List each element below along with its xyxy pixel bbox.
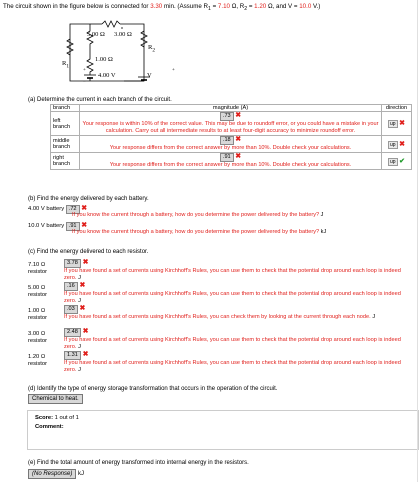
row-label-unit: resistor bbox=[28, 315, 48, 321]
check-mark-icon: ✔ bbox=[399, 157, 405, 165]
x-mark-icon: ✖ bbox=[79, 282, 86, 289]
intro-r2-value: 1.20 bbox=[254, 3, 267, 10]
label-r2-letter: R bbox=[148, 44, 153, 51]
branch-label: middle branch bbox=[51, 136, 80, 153]
selected-answer[interactable]: Chemical to heat. bbox=[28, 394, 83, 404]
part-c-question: (c) Find the energy delivered to each resistor. bbox=[28, 249, 149, 255]
magnitude-cell bbox=[80, 112, 382, 136]
row-label-value: 1.20 Ω bbox=[28, 354, 46, 360]
label-r2 bbox=[148, 44, 155, 53]
answer-block bbox=[64, 258, 414, 282]
row-label bbox=[28, 354, 62, 368]
direction-cell bbox=[382, 136, 412, 153]
answer-block bbox=[64, 327, 414, 351]
branch-label: right branch bbox=[51, 153, 80, 170]
x-mark-icon: ✖ bbox=[82, 351, 89, 358]
label-r2-sub: 2 bbox=[152, 47, 156, 54]
row-label-unit: resistor bbox=[28, 361, 48, 367]
label-3-ohm: 3.00 Ω bbox=[114, 31, 132, 38]
answer-value[interactable]: .16 bbox=[64, 282, 78, 291]
x-mark-icon: ✖ bbox=[399, 140, 405, 148]
answer-value[interactable]: 1.31 bbox=[64, 351, 81, 360]
x-mark-icon: ✖ bbox=[235, 153, 242, 160]
part-a-question: (a) Determine the current in each branch of the circuit. bbox=[28, 97, 172, 103]
row-label-unit: resistor bbox=[28, 269, 48, 275]
label-r1-letter: R bbox=[62, 60, 67, 67]
answer-value[interactable]: .73 bbox=[220, 112, 234, 121]
row-label-value: 3.00 Ω bbox=[28, 331, 46, 337]
answer-block bbox=[64, 281, 414, 305]
branch-label: left branch bbox=[51, 112, 80, 136]
row-label-unit: resistor bbox=[28, 292, 48, 298]
row-label-value: 1.00 Ω bbox=[28, 308, 46, 314]
answer-value[interactable]: .91 bbox=[220, 153, 234, 162]
part-d-question: (d) Identify the type of energy storage transformation that occurs in the operation of the circuit. bbox=[28, 386, 278, 392]
x-mark-icon: ✖ bbox=[235, 136, 242, 143]
label-plus-left: + bbox=[83, 68, 86, 73]
part-e-answer bbox=[28, 469, 84, 479]
intro-v-value: 10.0 bbox=[299, 3, 312, 10]
label-minus: − bbox=[83, 80, 86, 85]
answer-value[interactable]: .18 bbox=[220, 136, 234, 145]
row-label bbox=[28, 285, 62, 299]
x-mark-icon: ✖ bbox=[399, 120, 405, 127]
no-response-value[interactable]: (No Response) bbox=[28, 469, 76, 479]
x-mark-icon: ✖ bbox=[79, 305, 86, 312]
unit-label: J bbox=[78, 298, 81, 304]
table-row bbox=[51, 112, 412, 136]
feedback-text: Your response is within 10% of the correct value. This may be due to roundoff error, or you could have a mistake in your calculation. Carry out all intermediate results to at least four-digit accuracy to minimize roundoff error. bbox=[82, 121, 379, 134]
part-b-feedback bbox=[72, 229, 412, 236]
score-label: Score: bbox=[35, 415, 54, 421]
part-a-table bbox=[50, 104, 412, 170]
answer-value[interactable]: 2.48 bbox=[64, 328, 81, 337]
unit-label: kJ bbox=[320, 229, 327, 235]
intro-text: = bbox=[210, 3, 218, 10]
row-label bbox=[28, 331, 62, 345]
unit-label: J bbox=[78, 275, 81, 281]
feedback-text: If you have found a set of currents using Kirchhoff's Rules, you can check them by looking at the current through each node. bbox=[64, 314, 371, 320]
direction-cell bbox=[382, 153, 412, 170]
intro-text: The circuit shown in the figure below is connected for bbox=[3, 3, 151, 10]
row-label: 4.00 V battery bbox=[28, 206, 65, 212]
unit-label: J bbox=[78, 367, 81, 373]
problem-intro bbox=[3, 3, 320, 12]
intro-text: min. (Assume R bbox=[162, 3, 208, 10]
row-label-value: 7.10 Ω bbox=[28, 262, 46, 268]
feedback-text: If you know the current through a battery, how do you determine the power delivered by the battery? bbox=[72, 229, 320, 235]
circuit-diagram bbox=[50, 17, 190, 97]
label-r1 bbox=[62, 60, 69, 69]
header-direction: direction bbox=[382, 105, 412, 112]
unit-label: kJ bbox=[78, 471, 85, 477]
direction-select[interactable]: up bbox=[390, 158, 396, 165]
label-1-ohm: 1.00 Ω bbox=[95, 56, 113, 63]
table-row bbox=[51, 153, 412, 170]
answer-value[interactable]: .03 bbox=[64, 305, 78, 314]
x-mark-icon: ✖ bbox=[235, 112, 242, 119]
label-5-ohm: 5.00 Ω bbox=[87, 31, 105, 38]
row-label: 10.0 V battery bbox=[28, 223, 65, 229]
row-label-value: 5.00 Ω bbox=[28, 285, 46, 291]
feedback-text: Your response differs from the correct answer by more than 10%. Double check your calculations. bbox=[109, 162, 352, 168]
answer-block bbox=[64, 304, 414, 321]
answer-value[interactable]: .72 bbox=[66, 205, 80, 214]
magnitude-cell bbox=[80, 136, 382, 153]
unit-label: J bbox=[320, 212, 324, 218]
label-battery-v: V bbox=[147, 72, 152, 79]
feedback-text: If you know the current through a battery, how do you determine the power delivered by the battery? bbox=[72, 212, 320, 218]
x-mark-icon: ✖ bbox=[82, 259, 89, 266]
label-r1-sub: 1 bbox=[66, 63, 70, 70]
row-label-unit: resistor bbox=[28, 338, 48, 344]
feedback-text: If you have found a set of currents using Kirchhoff's Rules, you can use them to check that the potential drop around each loop is indeed zero. bbox=[64, 291, 401, 304]
answer-value[interactable]: 3.78 bbox=[64, 259, 81, 268]
feedback-text: Your response differs from the correct answer by more than 10%. Double check your calculations. bbox=[109, 145, 352, 151]
direction-cell bbox=[382, 112, 412, 136]
comment-label: Comment: bbox=[35, 424, 64, 430]
x-mark-icon: ✖ bbox=[81, 205, 88, 212]
feedback-text: If you have found a set of currents using Kirchhoff's Rules, you can use them to check that the potential drop around each loop is indeed zero. bbox=[64, 360, 401, 373]
part-b-feedback bbox=[72, 212, 412, 219]
intro-subscript: 2 bbox=[244, 6, 248, 13]
row-label bbox=[28, 262, 62, 276]
row-label bbox=[28, 308, 62, 322]
page-border bbox=[417, 0, 418, 482]
unit-label: J bbox=[372, 314, 376, 320]
feedback-text: If you have found a set of currents using Kirchhoff's Rules, you can use them to check that the potential drop around each loop is indeed zero. bbox=[64, 268, 401, 281]
magnitude-cell bbox=[80, 153, 382, 170]
part-b-question: (b) Find the energy delivered by each battery. bbox=[28, 196, 149, 202]
part-d-answer bbox=[28, 394, 83, 404]
intro-text: Ω, R bbox=[229, 3, 245, 10]
table-row bbox=[51, 136, 412, 153]
score-line bbox=[35, 415, 79, 421]
intro-time-value: 3.30 bbox=[150, 3, 163, 10]
score-box bbox=[27, 410, 419, 450]
answer-block bbox=[64, 350, 414, 374]
direction-select[interactable]: up bbox=[390, 121, 396, 127]
table-header-row bbox=[51, 105, 412, 112]
answer-value[interactable]: .91 bbox=[66, 222, 80, 231]
label-plus-right: + bbox=[172, 68, 175, 73]
intro-r1-value: 7.10 bbox=[217, 3, 230, 10]
direction-select[interactable]: up bbox=[390, 141, 396, 148]
header-branch: branch bbox=[51, 105, 80, 112]
score-value: 1 out of 1 bbox=[54, 415, 79, 421]
x-mark-icon: ✖ bbox=[82, 328, 89, 335]
label-battery-4v: 4.00 V bbox=[98, 72, 116, 79]
intro-text: V.) bbox=[311, 3, 321, 10]
intro-text: = bbox=[247, 3, 255, 10]
unit-label: J bbox=[78, 344, 81, 350]
header-magnitude: magnitude (A) bbox=[80, 105, 382, 112]
x-mark-icon: ✖ bbox=[81, 222, 88, 229]
part-e-question: (e) Find the total amount of energy transformed into internal energy in the resistors. bbox=[28, 460, 249, 466]
intro-subscript: 1 bbox=[207, 6, 211, 13]
feedback-text: If you have found a set of currents using Kirchhoff's Rules, you can use them to check that the potential drop around each loop is indeed zero. bbox=[64, 337, 401, 350]
intro-text: Ω, and V = bbox=[266, 3, 300, 10]
